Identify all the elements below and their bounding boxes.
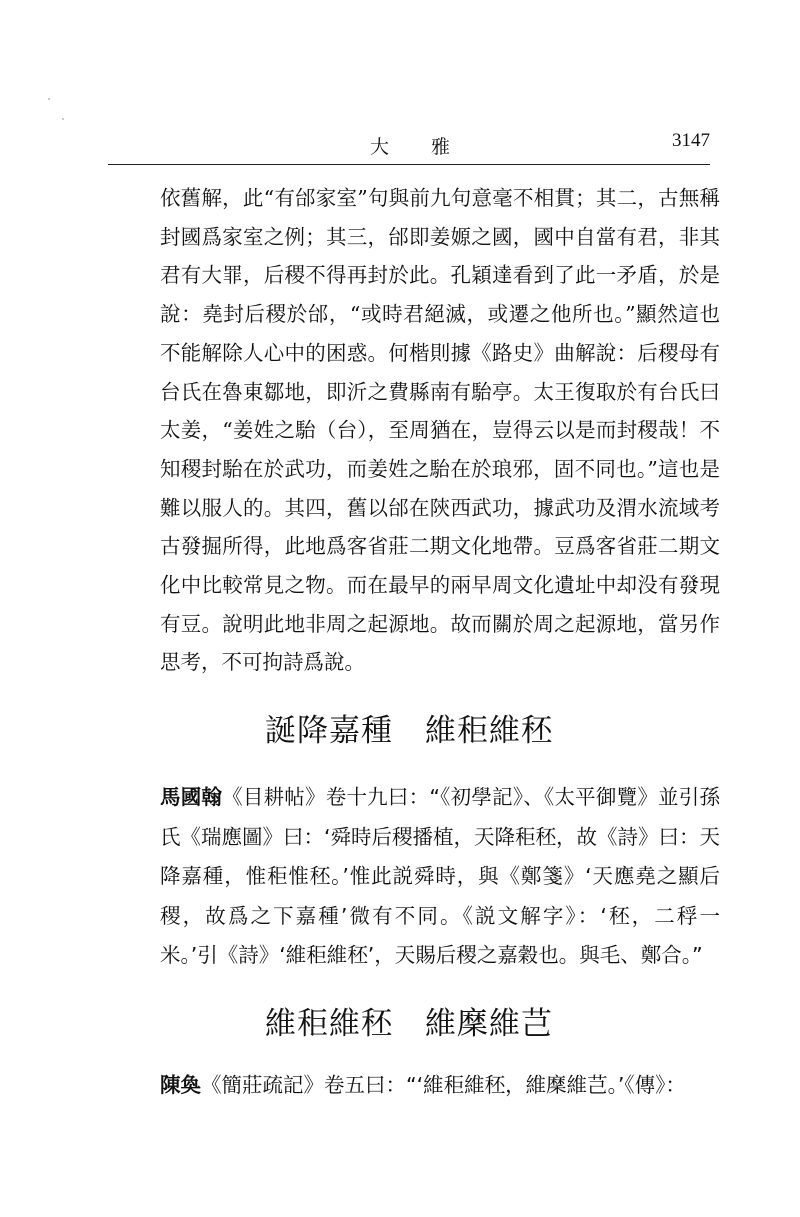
header-title: 大 雅: [370, 136, 469, 158]
header-rule: [108, 164, 710, 165]
page-number: 3147: [672, 130, 710, 151]
body-paragraph: 依舊解，此“有邰家室”句與前九句意毫不相貫；其二，古無稱封國爲家室之例；其三，邰即姜嫄之國，國中自當有君，非其君有大罪，后稷不得再封於此。孔穎達看到了此一矛盾，於是說：堯封后稷於邰，“或時君絕滅，或遷之他所也。”顯然這也不能解除人心中的困惑。何楷則據《路史》曲解說：后稷母有台氏在魯東鄒地，即沂之費縣南有駘亭。太王復取於有台氏曰太姜，“姜姓之駘（台），至周猶在，豈得云以是而封稷哉！不知稷封駘在於武功，而姜姓之駘在於琅邪，固不同也。”這也是難以服人的。其四，舊以邰在陝西武功，據武功及渭水流域考古發掘所得，此地爲客省莊二期文化地帶。豆爲客省莊二期文化中比較常見之物。而在最早的兩早周文化遺址中却没有發現有豆。說明此地非周之起源地。故而關於周之起源地，當另作思考，不可拘詩爲說。: [160, 186, 720, 675]
section-heading: 維秬維秠 維穈維芑: [265, 1006, 553, 1042]
quote-author: 陳奐: [160, 1073, 201, 1097]
scan-speck: [62, 118, 64, 120]
running-header: [108, 128, 710, 164]
section-heading: 誕降嘉種 維秬維秠: [265, 713, 553, 749]
quote-paragraph: [160, 778, 720, 976]
quote-text: 《目耕帖》卷十九曰：“《初學記》、《太平御覽》並引孫氏《瑞應圖》曰：‘舜時后稷播植，天降秬秠，故《詩》曰：天降嘉種，惟秬惟秠。’惟此説舜時，與《鄭箋》‘天應堯之顯后稷，故爲之下嘉種’微有不同。《説文解字》：‘秠，二稃一米。’引《詩》‘維秬維秠’，天賜后稷之嘉穀也。與毛、鄭合。”: [160, 785, 721, 967]
quote-author: 馬國翰: [160, 785, 223, 809]
quote-text: 《簡莊疏記》卷五曰：“‘維秬維秠，維穈維芑。’《傳》：: [201, 1073, 686, 1097]
scan-speck: [48, 98, 50, 100]
quote-paragraph: [160, 1066, 720, 1106]
